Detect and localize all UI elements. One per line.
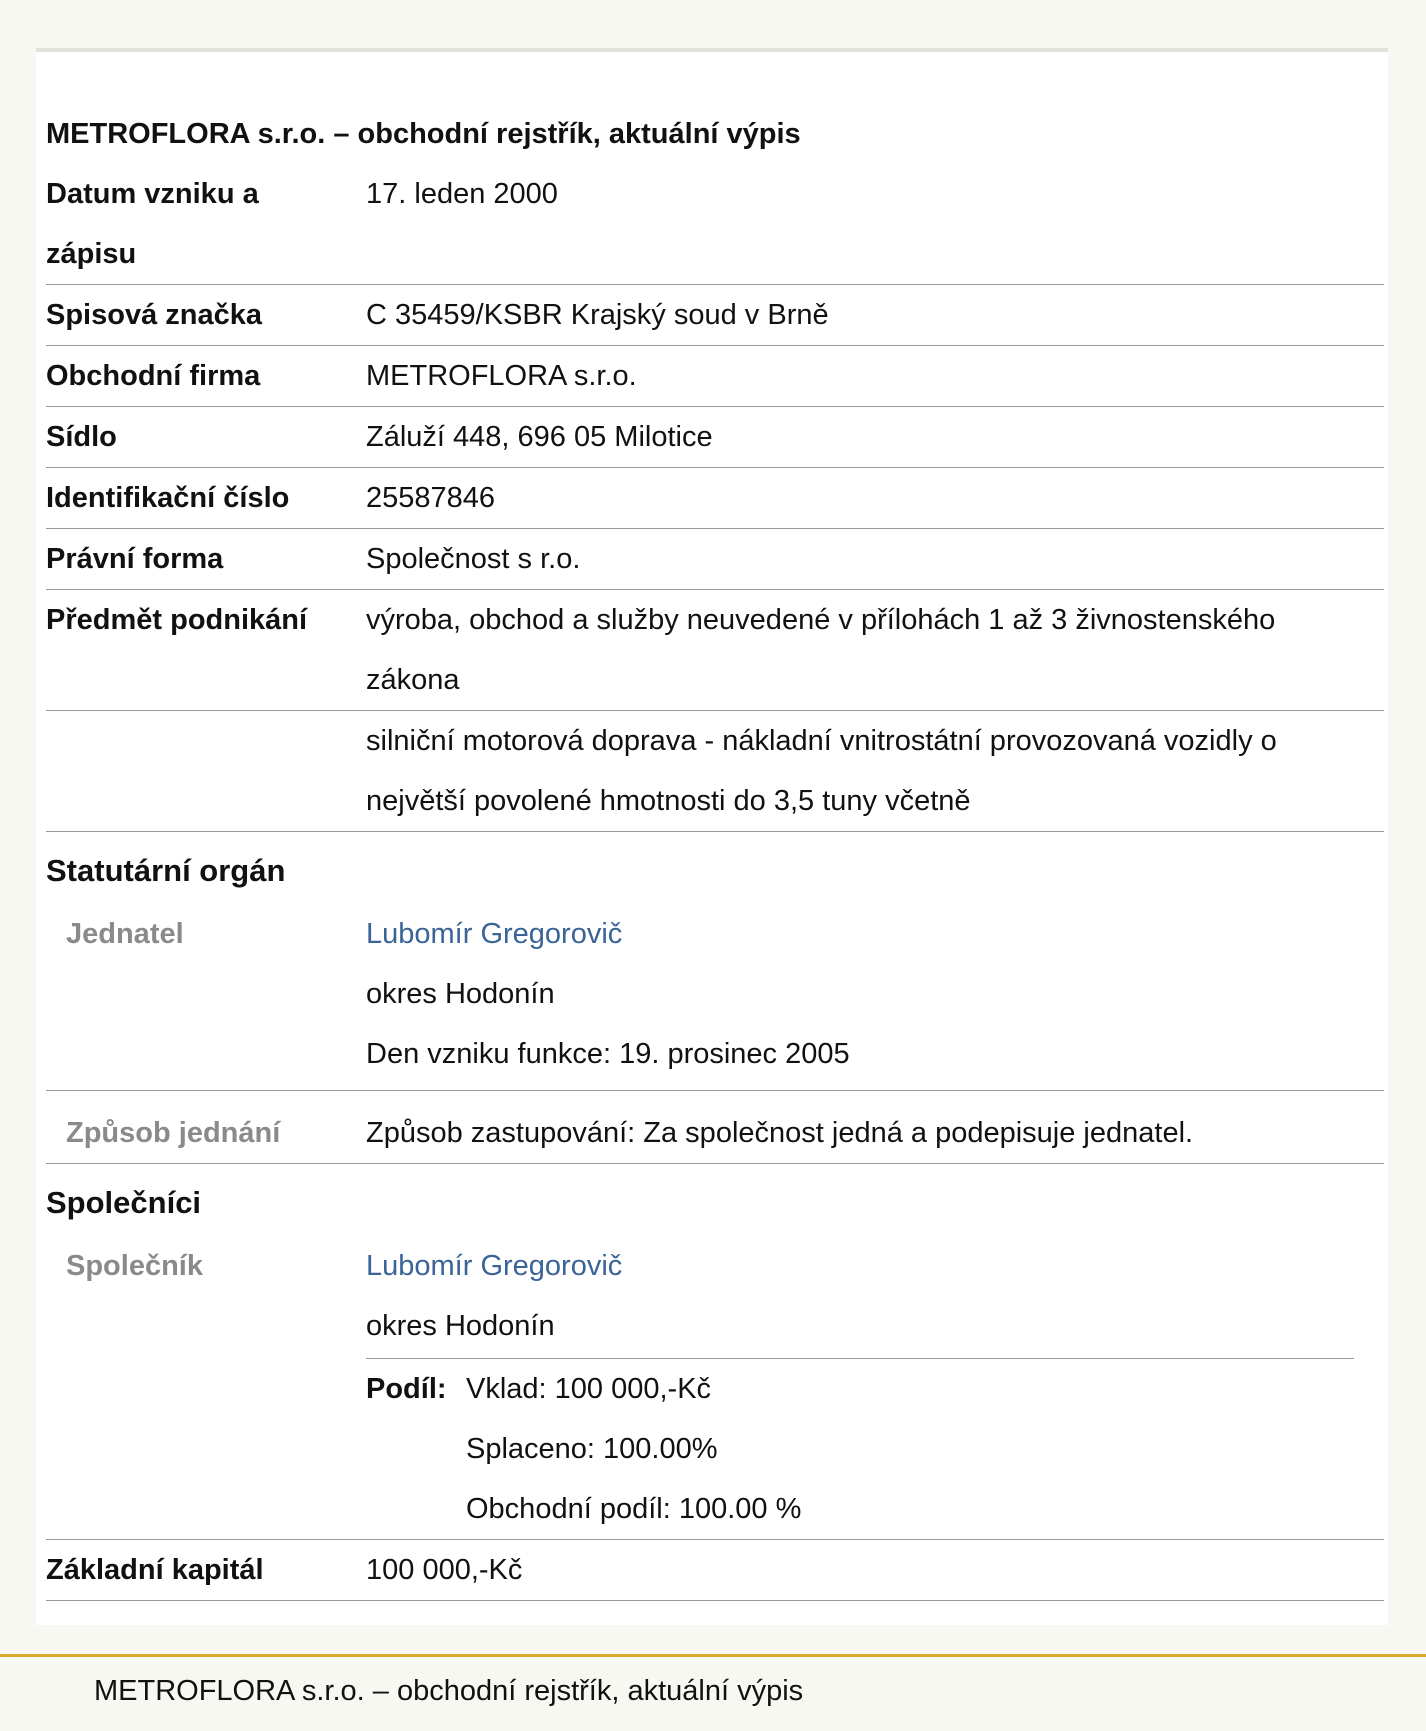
person-link[interactable]: Lubomír Gregorovič (366, 1250, 623, 1282)
value-identifikacni-cislo: 25587846 (366, 482, 496, 514)
label-zpusob-jednani: Způsob jednání (66, 1117, 281, 1149)
value-predmet-item: silniční motorová doprava - nákladní vnitrostátní provozovaná vozidly o největší povolené hmotnosti do 3,5 tuny včetně (366, 725, 1277, 817)
row-zpusob-jednani (46, 1091, 1384, 1164)
label-datum-vzniku: Datum vzniku a zápisu (46, 178, 259, 270)
row-zakladni-kapital (46, 1540, 1384, 1601)
row-obchodni-firma (46, 346, 1384, 407)
label-spolecnik: Společník (66, 1250, 203, 1282)
registry-card (36, 48, 1388, 1625)
row-identifikacni-cislo (46, 468, 1384, 529)
label-sidlo: Sídlo (46, 421, 117, 453)
footer (0, 1654, 1426, 1731)
label-predmet-podnikani: Předmět podnikání (46, 604, 308, 636)
podil-vklad: Vklad: 100 000,-Kč (466, 1373, 712, 1405)
podil-block (366, 1358, 1354, 1539)
value-pravni-forma: Společnost s r.o. (366, 543, 581, 575)
label-identifikacni-cislo: Identifikační číslo (46, 482, 290, 514)
label-obchodni-firma: Obchodní firma (46, 360, 261, 392)
value-datum-vzniku: 17. leden 2000 (366, 178, 558, 210)
label-jednatel: Jednatel (66, 918, 184, 950)
row-spisova-znacka (46, 285, 1384, 346)
value-spisova-znacka: C 35459/KSBR Krajský soud v Brně (366, 299, 829, 331)
podil-label: Podíl: (366, 1373, 447, 1405)
value-jednatel (366, 904, 1384, 1090)
value-obchodni-firma: METROFLORA s.r.o. (366, 360, 637, 392)
podil-values (466, 1359, 801, 1539)
row-sidlo (46, 407, 1384, 468)
podil-obchodni-podil: Obchodní podíl: 100.00 % (466, 1493, 802, 1525)
registry-content (46, 104, 1384, 1601)
person-link[interactable]: Lubomír Gregorovič (366, 918, 623, 950)
person-okres: okres Hodonín (366, 978, 555, 1010)
row-pravni-forma (46, 529, 1384, 590)
row-jednatel (46, 904, 1384, 1091)
page-title: METROFLORA s.r.o. – obchodní rejstřík, aktuální výpis (46, 118, 801, 150)
podil-splaceno: Splaceno: 100.00% (466, 1433, 718, 1465)
value-zakladni-kapital: 100 000,-Kč (366, 1554, 523, 1586)
label-zakladni-kapital: Základní kapitál (46, 1554, 264, 1586)
row-predmet-podnikani (46, 590, 1384, 711)
row-predmet-podnikani-2 (46, 711, 1384, 832)
value-spolecnik (366, 1236, 1384, 1539)
value-sidlo: Záluží 448, 696 05 Milotice (366, 421, 713, 453)
person-den-vzniku-funkce: Den vzniku funkce: 19. prosinec 2005 (366, 1038, 850, 1070)
label-pravni-forma: Právní forma (46, 543, 224, 575)
section-statutarni-organ: Statutární orgán (46, 853, 286, 888)
value-zpusob-jednani: Způsob zastupování: Za společnost jedná a podepisuje jednatel. (366, 1117, 1194, 1149)
value-predmet-item: výroba, obchod a služby neuvedené v přílohách 1 až 3 živnostenského zákona (366, 604, 1276, 696)
label-empty (46, 711, 366, 831)
label-spisova-znacka: Spisová značka (46, 299, 262, 331)
section-spolecnici: Společníci (46, 1185, 202, 1220)
footer-text: METROFLORA s.r.o. – obchodní rejstřík, aktuální výpis (94, 1675, 804, 1707)
person-okres: okres Hodonín (366, 1310, 555, 1342)
row-datum-vzniku (46, 164, 1384, 285)
row-spolecnik (46, 1236, 1384, 1540)
